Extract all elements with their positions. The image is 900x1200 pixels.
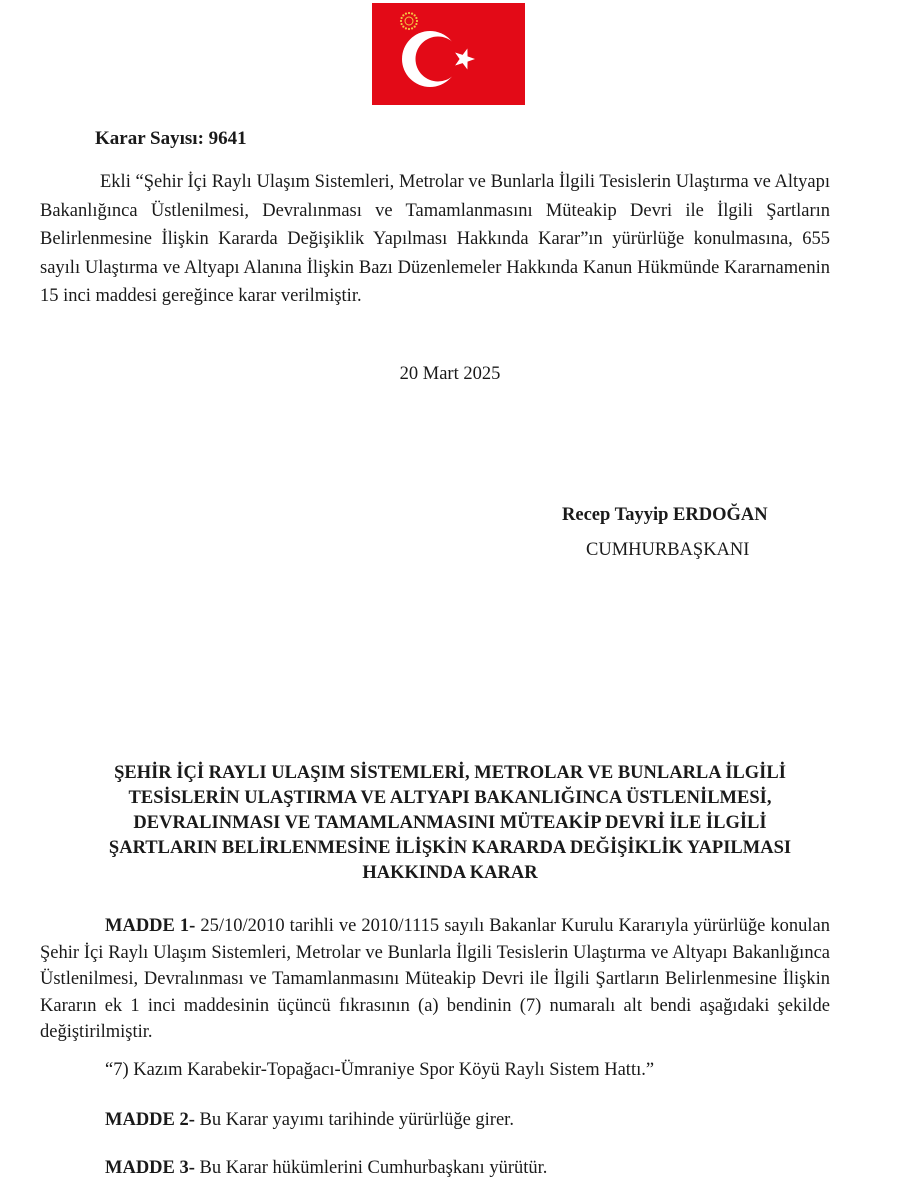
heading-line: TESİSLERİN ULAŞTIRMA VE ALTYAPI BAKANLIĞINCA ÜSTLENİLMESİ, — [128, 788, 772, 808]
article-3 — [105, 1158, 547, 1179]
seal-dot — [405, 27, 407, 29]
heading-line: ŞEHİR İÇİ RAYLI ULAŞIM SİSTEMLERİ, METROLAR VE BUNLARLA İLGİLİ — [114, 763, 786, 783]
seal-dot — [408, 12, 410, 14]
article-2-label: MADDE 2- — [105, 1110, 195, 1130]
seal-dot — [414, 14, 416, 16]
seal-dot — [402, 14, 404, 16]
article-2 — [105, 1110, 514, 1131]
seal-dot — [401, 17, 403, 19]
flag-icon — [372, 3, 525, 105]
seal-dot — [400, 20, 402, 22]
decree-heading — [60, 761, 840, 886]
seal-dot — [415, 23, 417, 25]
seal-dot — [408, 28, 410, 30]
decree-date: 20 Mart 2025 — [399, 364, 501, 384]
heading-line: ŞARTLARIN BELİRLENMESİNE İLİŞKİN KARARDA DEĞİŞİKLİK YAPILMASI — [108, 838, 792, 858]
seal-dot — [414, 26, 416, 28]
seal-dot — [416, 20, 418, 22]
decision-number: Karar Sayısı: 9641 — [95, 128, 247, 149]
seal-dot — [415, 17, 417, 19]
seal-dot — [405, 13, 407, 15]
article-1-label: MADDE 1- — [105, 916, 196, 936]
seal-dot — [402, 26, 404, 28]
article-1 — [40, 913, 830, 1046]
turkish-flag-emblem — [372, 3, 525, 105]
quoted-amendment: “7) Kazım Karabekir-Topağacı-Ümraniye Spor Köyü Raylı Sistem Hattı.” — [105, 1060, 655, 1080]
seal-dot — [401, 23, 403, 25]
article-3-label: MADDE 3- — [105, 1158, 195, 1178]
article-1-text: 25/10/2010 tarihli ve 2010/1115 sayılı Bakanlar Kurulu Kararıyla yürürlüğe konulan Şehir İçi Raylı Ulaşım Sistemleri, Metrolar ve Bunlarla İlgili Tesislerin Ulaştırma ve Altyapı Bakanlığınca Üstlenilmesi, Devralınması ve Tamamlanmasını Müteakip Devri ile İlgili Şartların Belirlenmesine İlişkin Kararın ek 1 inci maddesinin üçüncü fıkrasının (a) bendinin (7) numaralı alt bendi aşağıdaki şekilde değiştirilmiştir. — [40, 916, 830, 1042]
heading-line: DEVRALINMASI VE TAMAMLANMASINI MÜTEAKİP DEVRİ İLE İLGİLİ — [133, 813, 767, 833]
signatory-name: Recep Tayyip ERDOĞAN — [562, 505, 768, 525]
heading-line: HAKKINDA KARAR — [362, 863, 538, 883]
seal-dot — [411, 27, 413, 29]
signatory-title: CUMHURBAŞKANI — [586, 540, 750, 560]
article-2-text: Bu Karar yayımı tarihinde yürürlüğe girer. — [194, 1110, 514, 1130]
intro-paragraph: Ekli “Şehir İçi Raylı Ulaşım Sistemleri, Metrolar ve Bunlarla İlgili Tesislerin Ulaştırma ve Altyapı Bakanlığınca Üstlenilmesi, Devralınması ve Tamamlanmasını Müteakip Devri ile İlgili Şartların Belirlenmesine İlişkin Kararda Değişiklik Yapılması Hakkında Karar”ın yürürlüğe konulmasına, 655 sayılı Ulaştırma ve Altyapı Alanına İlişkin Bazı Düzenlemeler Hakkında Kanun Hükmünde Kararnamenin 15 inci maddesi gereğince karar verilmiştir. — [40, 172, 830, 306]
article-3-text: Bu Karar hükümlerini Cumhurbaşkanı yürütür. — [194, 1158, 548, 1178]
seal-dot — [411, 13, 413, 15]
